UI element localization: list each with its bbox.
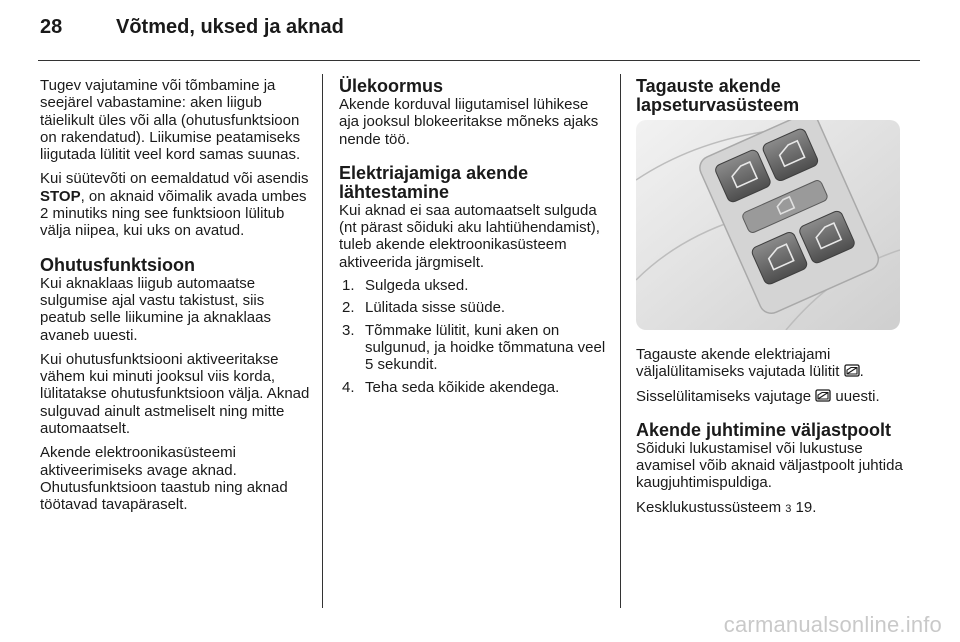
site-watermark: carmanualsonline.info xyxy=(723,612,942,637)
heading-remote-control: Akende juhtimine väljastpoolt xyxy=(636,419,892,440)
step-number: 4. xyxy=(342,378,355,396)
chapter-title: Võtmed, uksed ja aknad xyxy=(116,16,344,38)
paragraph-central-locking xyxy=(636,499,906,518)
header-rule xyxy=(38,60,920,61)
paragraph-safety-disabled: Kui ohutusfunktsiooni aktiveeritakse vähem kui minuti jooksul viis korda, lülitatakse ohutusfunktsioon välja. Aknad sulguvad ainult astmeliselt ning mitte automaatselt. xyxy=(40,350,310,438)
step-text: Teha seda kõikide akendega. xyxy=(365,378,560,396)
text-run: 19. xyxy=(791,498,817,516)
step-number: 1. xyxy=(342,277,355,295)
text-run: Tagauste akende elektriajami väljalülitamiseks vajutada lülitit xyxy=(636,346,844,381)
list-item xyxy=(339,322,609,374)
list-item xyxy=(339,277,609,294)
heading-child-lock: Tagauste akende lapseturvasüsteem xyxy=(636,76,800,115)
paragraph-ignition-off xyxy=(40,170,312,239)
paragraph-strong-press: Tugev vajutamine või tõmbamine ja seejärel vabastamine: aken liigub täielikult üles või alla (ohutusfunktsioon on rakendatud). Liikumise peatamiseks liigutada lülitit veel kord samas suunas. xyxy=(40,77,301,164)
heading-reset: Elektriajamiga akende lähtestamine xyxy=(339,162,529,202)
text-run: uuesti. xyxy=(831,387,880,405)
child-lock-window-icon xyxy=(844,364,860,377)
text-run: Kesklukustussüsteem xyxy=(636,498,786,516)
cross-reference-arrow-icon: 3 xyxy=(785,502,792,515)
step-number: 3. xyxy=(342,321,355,339)
column-1 xyxy=(40,77,312,521)
reset-steps-list xyxy=(339,277,609,396)
step-number: 2. xyxy=(342,299,355,317)
column-divider-1 xyxy=(322,74,323,608)
text-run: . xyxy=(859,363,864,381)
column-divider-2 xyxy=(620,74,621,608)
paragraph-reactivate: Akende elektroonikasüsteemi aktiveerimiseks avage aknad. Ohutusfunktsioon taastub ning aknad töötavad tavapäraselt. xyxy=(40,444,288,514)
step-text: Sulgeda uksed. xyxy=(365,277,469,295)
heading-overload: Ülekoormus xyxy=(339,76,444,96)
paragraph-reset: Kui aknad ei saa automaatselt sulguda (nt pärast sõiduki aku lahtiühendamist), tuleb akende elektroonikasüsteem aktiveerida järgmiselt. xyxy=(339,201,600,271)
list-item xyxy=(339,299,609,316)
step-text: Lülitada sisse süüde. xyxy=(365,299,506,317)
paragraph-disable-rear xyxy=(636,346,906,381)
step-text: Tõmmake lülitit, kuni aken on sulgunud, ja hoidke tõmmatuna veel 5 sekundit. xyxy=(365,321,606,374)
heading-safety-function: Ohutusfunktsioon xyxy=(40,254,195,275)
stop-keyword: STOP xyxy=(40,187,81,205)
list-item xyxy=(339,379,609,396)
paragraph-remote: Sõiduki lukustamisel või lukustuse avamisel võib aknaid väljastpoolt juhtida kaugjuhtimispuldiga. xyxy=(636,439,903,492)
column-2 xyxy=(339,77,609,401)
page-number: 28 xyxy=(40,16,63,38)
column-3 xyxy=(636,77,906,525)
window-switch-panel-illustration xyxy=(636,120,900,330)
paragraph-overload: Akende korduval liigutamisel lühikese aja jooksul blokeeritakse mõneks ajaks nende töö. xyxy=(339,96,599,148)
paragraph-enable-rear xyxy=(636,388,906,405)
paragraph-obstacle: Kui aknaklaas liigub automaatse sulgumise ajal vastu takistust, siis peatub selle liikumine ja aknaklaas avaneb uuesti. xyxy=(40,274,271,344)
child-lock-window-icon xyxy=(815,389,831,402)
text-run: Sisselülitamiseks vajutage xyxy=(636,387,816,405)
text-run: Kui süütevõti on eemaldatud või asendis xyxy=(40,170,309,188)
text-run: , on aknaid võimalik avada umbes 2 minutiks ning see funktsioon lülitub välja niipea, kui uks on avatud. xyxy=(40,187,307,240)
